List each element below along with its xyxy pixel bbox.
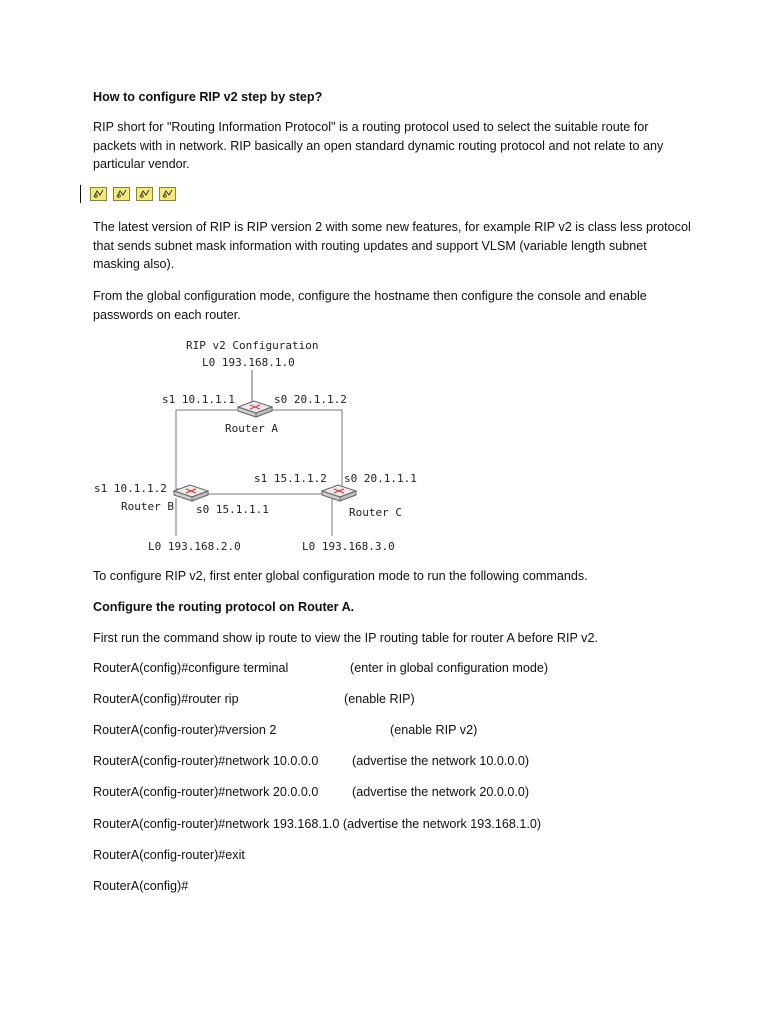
router-b-label: Router B bbox=[121, 500, 174, 513]
command-line: RouterA(config-router)#network 20.0.0.0 bbox=[93, 785, 319, 799]
image-placeholder-icon[interactable] bbox=[136, 187, 153, 201]
rip-topology-diagram bbox=[90, 336, 430, 558]
configure-router-a-heading: Configure the routing protocol on Router A. bbox=[93, 600, 355, 614]
page-heading: How to configure RIP v2 step by step? bbox=[93, 90, 323, 104]
router-b-s1-label: s1 10.1.1.2 bbox=[94, 482, 167, 495]
router-a-label: Router A bbox=[225, 422, 278, 435]
router-a-loopback-label: L0 193.168.1.0 bbox=[202, 356, 295, 369]
router-b-icon bbox=[174, 485, 208, 501]
router-a-icon bbox=[238, 401, 272, 417]
command-note: (enter in global configuration mode) bbox=[350, 661, 549, 675]
command-line: RouterA(config-router)#network 193.168.1.0 (advertise the network 193.168.1.0) bbox=[93, 817, 542, 831]
router-c-s0-label: s0 20.1.1.1 bbox=[344, 472, 417, 485]
router-c-loopback-label: L0 193.168.3.0 bbox=[302, 540, 395, 553]
router-c-label: Router C bbox=[349, 506, 402, 519]
router-a-s1-label: s1 10.1.1.1 bbox=[162, 393, 235, 406]
command-line: RouterA(config)#configure terminal bbox=[93, 661, 289, 675]
command-line: RouterA(config-router)#network 10.0.0.0 bbox=[93, 754, 319, 768]
router-c-s1-label: s1 15.1.1.2 bbox=[254, 472, 327, 485]
command-note: (enable RIP) bbox=[344, 692, 415, 706]
command-line: RouterA(config-router)#version 2 bbox=[93, 723, 277, 737]
image-placeholder-strip bbox=[80, 184, 182, 204]
rip-v2-paragraph: The latest version of RIP is RIP version 2 with some new features, for example RIP v2 is class less protocol that sends subnet mask information with routing updates and support VLSM (variable length subnet masking also). bbox=[93, 220, 691, 271]
first-run-paragraph: First run the command show ip route to view the IP routing table for router A before RIP v2. bbox=[93, 631, 598, 645]
command-line: RouterA(config-router)#exit bbox=[93, 848, 245, 862]
image-placeholder-icon[interactable] bbox=[159, 187, 176, 201]
command-note: (advertise the network 20.0.0.0) bbox=[352, 785, 530, 799]
command-line: RouterA(config)# bbox=[93, 879, 189, 893]
to-configure-paragraph: To configure RIP v2, first enter global configuration mode to run the following commands. bbox=[93, 569, 588, 583]
text-cursor bbox=[80, 185, 81, 203]
global-config-paragraph: From the global configuration mode, configure the hostname then configure the console and enable passwords on each router. bbox=[93, 289, 647, 322]
command-line: RouterA(config)#router rip bbox=[93, 692, 239, 706]
command-note: (advertise the network 10.0.0.0) bbox=[352, 754, 530, 768]
image-placeholder-icon[interactable] bbox=[90, 187, 107, 201]
command-note: (enable RIP v2) bbox=[390, 723, 478, 737]
diagram-title: RIP v2 Configuration bbox=[186, 339, 319, 352]
router-b-s0-label: s0 15.1.1.1 bbox=[196, 503, 269, 516]
router-b-loopback-label: L0 193.168.2.0 bbox=[148, 540, 241, 553]
intro-paragraph: RIP short for "Routing Information Protocol" is a routing protocol used to select the suitable route for packets with in network. RIP basically an open standard dynamic routing protocol and not relate to any particular vendor. bbox=[93, 120, 664, 171]
image-placeholder-icon[interactable] bbox=[113, 187, 130, 201]
router-c-icon bbox=[322, 485, 356, 501]
router-a-s0-label: s0 20.1.1.2 bbox=[274, 393, 347, 406]
